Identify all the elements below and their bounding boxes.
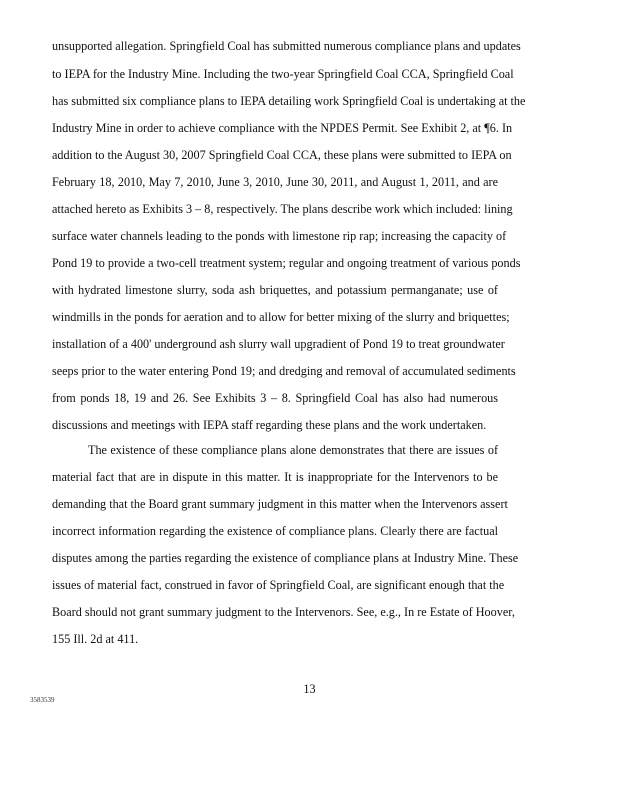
body-line: issues of material fact, construed in favor of Springfield Coal, are significant enough that the bbox=[52, 578, 505, 592]
body-line: has submitted six compliance plans to IEPA detailing work Springfield Coal is undertaking at the bbox=[52, 94, 526, 108]
body-line: discussions and meetings with IEPA staff regarding these plans and the work undertaken. bbox=[52, 418, 487, 432]
body-line: February 18, 2010, May 7, 2010, June 3, 2010, June 30, 2011, and August 1, 2011, and are bbox=[52, 175, 498, 189]
body-line: seeps prior to the water entering Pond 19; and dredging and removal of accumulated sediments bbox=[52, 364, 516, 378]
body-line: windmills in the ponds for aeration and to allow for better mixing of the slurry and briquettes; bbox=[52, 310, 510, 324]
body-line: material fact that are in dispute in this matter. It is inappropriate for the Intervenors to be bbox=[52, 470, 498, 484]
body-line: Pond 19 to provide a two-cell treatment system; regular and ongoing treatment of various ponds bbox=[52, 256, 521, 270]
body-line: 155 Ill. 2d at 411. bbox=[52, 632, 139, 646]
body-line: from ponds 18, 19 and 26. See Exhibits 3 – 8. Springfield Coal has also had numerous bbox=[52, 391, 498, 405]
body-line: unsupported allegation. Springfield Coal has submitted numerous compliance plans and updates bbox=[52, 39, 521, 53]
body-line: surface water channels leading to the ponds with limestone rip rap; increasing the capacity of bbox=[52, 229, 507, 243]
body-line: disputes among the parties regarding the existence of compliance plans at Industry Mine. These bbox=[52, 551, 519, 565]
body-line: addition to the August 30, 2007 Springfield Coal CCA, these plans were submitted to IEPA on bbox=[52, 148, 512, 162]
document-id: 3583539 bbox=[30, 696, 55, 704]
body-line: Industry Mine in order to achieve compliance with the NPDES Permit. See Exhibit 2, at ¶6. In bbox=[52, 121, 513, 135]
body-line: Board should not grant summary judgment to the Intervenors. See, e.g., In re Estate of Hoover, bbox=[52, 605, 515, 619]
body-line: with hydrated limestone slurry, soda ash briquettes, and potassium permanganate; use of bbox=[52, 283, 498, 297]
body-line: attached hereto as Exhibits 3 – 8, respectively. The plans describe work which included: lining bbox=[52, 202, 513, 216]
body-line: installation of a 400' underground ash slurry wall upgradient of Pond 19 to treat groundwater bbox=[52, 337, 505, 351]
body-line: to IEPA for the Industry Mine. Including the two-year Springfield Coal CCA, Springfield Coal bbox=[52, 67, 514, 81]
body-line: incorrect information regarding the existence of compliance plans. Clearly there are factual bbox=[52, 524, 498, 538]
body-line: demanding that the Board grant summary judgment in this matter when the Intervenors assert bbox=[52, 497, 508, 511]
page-number: 13 bbox=[303, 682, 316, 696]
body-line: The existence of these compliance plans alone demonstrates that there are issues of bbox=[88, 443, 498, 457]
